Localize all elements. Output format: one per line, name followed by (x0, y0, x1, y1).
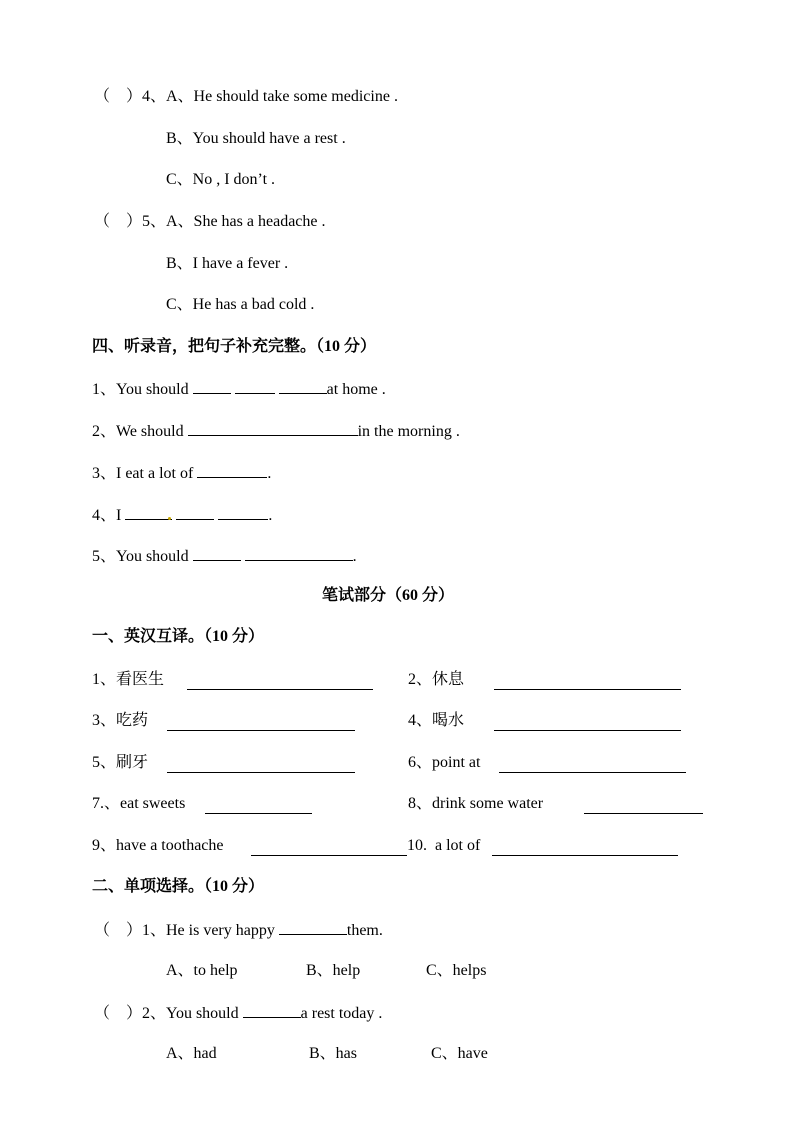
s4-item-3 (92, 462, 271, 484)
q5-option-c: C、He has a bad cold . (166, 296, 315, 313)
blank[interactable] (499, 757, 686, 773)
s4-item-4-text: 4、I (92, 507, 122, 524)
blank[interactable] (188, 420, 358, 436)
s4-item-4-end: . (268, 507, 273, 524)
choice-q2 (94, 1002, 382, 1024)
tr-item-1: 1、看医生 (92, 671, 165, 688)
s4-item-5-text: 5、You should (92, 548, 189, 565)
choice-q2-end: a rest today . (300, 1005, 383, 1022)
blank[interactable] (243, 1002, 301, 1018)
blank[interactable] (167, 715, 355, 731)
s4-item-1-text: 1、You should (92, 381, 189, 398)
choice-q1 (94, 919, 383, 941)
tr-item-4: 4、喝水 (408, 712, 465, 729)
tr-item-5: 5、刷牙 (92, 754, 149, 771)
choice-q1-end: them. (346, 922, 383, 939)
blank[interactable] (205, 798, 312, 814)
blank[interactable] (187, 674, 373, 690)
blank[interactable] (494, 674, 681, 690)
tr-item-8: 8、drink some water (408, 795, 544, 812)
choice-q1-option-b: B、help (306, 962, 361, 979)
blank[interactable] (197, 462, 267, 478)
blank[interactable] (193, 378, 231, 394)
s4-item-2 (92, 420, 460, 442)
s4-item-1 (92, 378, 386, 400)
s4-item-2-end: in the morning . (357, 423, 460, 440)
blank[interactable] (193, 545, 241, 561)
s4-item-3-text: 3、I eat a lot of (92, 465, 194, 482)
blank[interactable] (492, 840, 678, 856)
blank[interactable] (279, 919, 347, 935)
s4-item-5 (92, 545, 357, 567)
blank[interactable] (494, 715, 681, 731)
s4-item-1-end: at home . (326, 381, 386, 398)
choice-q1-text: （ ）1、He is very happy (94, 922, 275, 939)
tr-item-9: 9、have a toothache (92, 837, 224, 854)
written-part-title: 笔试部分（60 分） (322, 587, 455, 604)
q4-option-b: B、You should have a rest . (166, 130, 346, 147)
s4-item-2-text: 2、We should (92, 423, 184, 440)
choice-q2-text: （ ）2、You should (94, 1005, 239, 1022)
q4-question: （ ）4、A、He should take some medicine . (94, 88, 398, 105)
blank[interactable] (235, 378, 275, 394)
tr-item-2: 2、休息 (408, 671, 465, 688)
tr-item-7: 7.、eat sweets (92, 795, 186, 812)
blank[interactable] (251, 840, 407, 856)
q4-option-c: C、No , I don’t . (166, 171, 276, 188)
tr-item-10: 10. a lot of (407, 837, 481, 854)
choice-heading: 二、单项选择。（10 分） (92, 878, 265, 895)
blank[interactable] (176, 504, 214, 520)
s4-item-3-end: . (267, 465, 272, 482)
blank[interactable] (125, 504, 172, 520)
translation-heading: 一、英汉互译。（10 分） (92, 628, 265, 645)
blank[interactable] (584, 798, 703, 814)
blank[interactable] (245, 545, 353, 561)
q5-option-b: B、I have a fever . (166, 255, 289, 272)
tr-item-3: 3、吃药 (92, 712, 149, 729)
yellow-dot-mark (168, 517, 171, 520)
tr-item-6: 6、point at (408, 754, 481, 771)
blank[interactable] (167, 757, 355, 773)
s4-item-5-end: . (352, 548, 357, 565)
choice-q2-option-c: C、have (431, 1045, 488, 1062)
q5-question: （ ）5、A、She has a headache . (94, 213, 326, 230)
choice-q2-option-b: B、has (309, 1045, 358, 1062)
s4-item-4 (92, 504, 272, 526)
blank[interactable] (218, 504, 268, 520)
choice-q1-option-c: C、helps (426, 962, 487, 979)
section4-heading: 四、听录音，把句子补充完整。（10 分） (92, 338, 377, 355)
choice-q1-option-a: A、to help (166, 962, 238, 979)
choice-q2-option-a: A、had (166, 1045, 217, 1062)
blank[interactable] (279, 378, 327, 394)
